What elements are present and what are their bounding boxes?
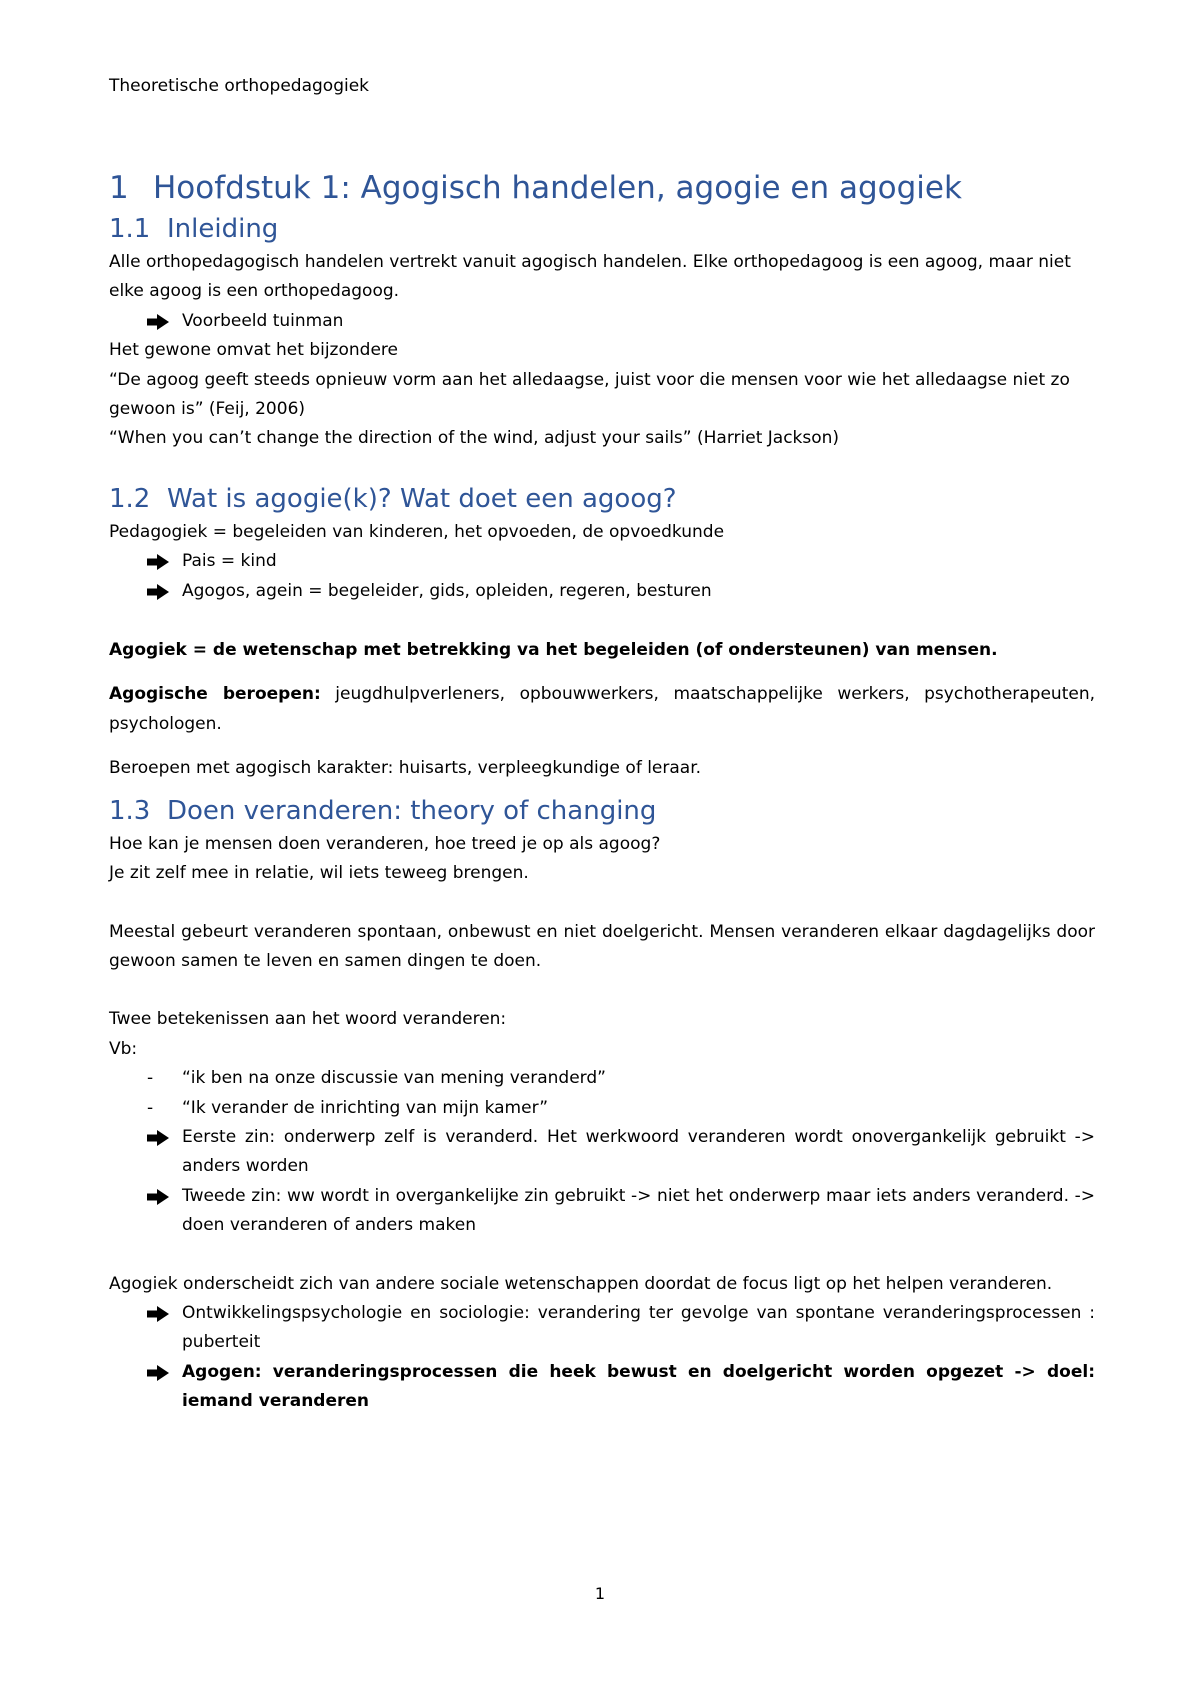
paragraph: Beroepen met agogisch karakter: huisarts, verpleegkundige of leraar. [109, 758, 702, 779]
section-number: 1.3 [109, 795, 151, 826]
arrow-item: Agogos, agein = begeleider, gids, opleiden, regeren, besturen [109, 577, 1095, 606]
section-heading-1-3 [109, 792, 1095, 830]
arrow-item: Pais = kind [109, 547, 1095, 576]
section-title: Inleiding [167, 214, 279, 244]
arrow-bullet-icon [147, 584, 169, 600]
section-heading-1-1 [109, 210, 1095, 248]
document-body [109, 166, 1095, 1417]
section-heading-1-2 [109, 480, 1095, 518]
arrow-item: Ontwikkelingspsychologie en sociologie: verandering ter gevolge van spontane veranderingsprocessen : puberteit [109, 1299, 1095, 1358]
page-number: 1 [594, 1584, 606, 1603]
arrow-bullet-icon [147, 1306, 169, 1322]
arrow-item: Eerste zin: onderwerp zelf is veranderd. Het werkwoord veranderen wordt onovergankelijk gebruikt -> anders worden [109, 1123, 1095, 1182]
chapter-heading [109, 166, 1095, 210]
paragraph: Het gewone omvat het bijzondere [109, 340, 398, 361]
paragraph: Alle orthopedagogisch handelen vertrekt vanuit agogisch handelen. Elke orthopedagoog is een agoog, maar niet elke agoog is een orthopedagoog. [109, 252, 1071, 302]
arrow-bullet-icon [147, 1365, 169, 1381]
dash-item: - “ik ben na onze discussie van mening veranderd” [109, 1064, 1095, 1093]
definition: Agogiek = de wetenschap met betrekking va het begeleiden (of ondersteunen) van mensen. [109, 640, 998, 661]
paragraph: Hoe kan je mensen doen veranderen, hoe treed je op als agoog? [109, 833, 661, 854]
paragraph: Meestal gebeurt veranderen spontaan, onbewust en niet doelgericht. Mensen veranderen elkaar dagdagelijks door gewoon samen te leven en samen dingen te doen. [109, 921, 1095, 971]
quote: “When you can’t change the direction of the wind, adjust your sails” (Harriet Jackson) [109, 428, 840, 449]
arrow-item: Agogen: veranderingsprocessen die heek bewust en doelgericht worden opgezet -> doel: iemand veranderen [109, 1358, 1095, 1417]
chapter-number: 1 [109, 170, 129, 206]
paragraph: Je zit zelf mee in relatie, wil iets teweeg brengen. [109, 863, 529, 884]
section-title: Doen veranderen: theory of changing [167, 795, 657, 826]
paragraph: Pedagogiek = begeleiden van kinderen, het opvoeden, de opvoedkunde [109, 521, 725, 542]
dash-item: - “Ik verander de inrichting van mijn kamer” [109, 1094, 1095, 1123]
arrow-item: Tweede zin: ww wordt in overgankelijke zin gebruikt -> niet het onderwerp maar iets anders veranderd. -> doen veranderen of anders maken [109, 1182, 1095, 1241]
arrow-bullet-icon [147, 1189, 169, 1205]
paragraph: Agogiek onderscheidt zich van andere sociale wetenschappen doordat de focus ligt op het helpen veranderen. [109, 1273, 1053, 1294]
paragraph: Agogische beroepen: jeugdhulpverleners, opbouwwerkers, maatschappelijke werkers, psychotherapeuten, psychologen. [109, 684, 1096, 734]
page-header: Theoretische orthopedagogiek [109, 76, 370, 96]
dash-bullet: - [147, 1068, 154, 1089]
quote: “De agoog geeft steeds opnieuw vorm aan het alledaagse, juist voor die mensen voor wie het alledaagse niet zo gewoon is” (Feij, 2006) [109, 369, 1070, 420]
arrow-bullet-icon [147, 554, 169, 570]
dash-bullet: - [147, 1097, 154, 1118]
arrow-bullet-icon [147, 314, 169, 330]
arrow-item: Voorbeeld tuinman [109, 307, 1095, 336]
chapter-title: Hoofdstuk 1: Agogisch handelen, agogie en agogiek [153, 170, 962, 206]
section-number: 1.2 [109, 483, 151, 514]
paragraph: Twee betekenissen aan het woord veranderen: [109, 1009, 507, 1030]
section-title: Wat is agogie(k)? Wat doet een agoog? [167, 483, 677, 514]
section-number: 1.1 [109, 214, 151, 244]
paragraph: Vb: [109, 1038, 138, 1059]
arrow-bullet-icon [147, 1130, 169, 1146]
